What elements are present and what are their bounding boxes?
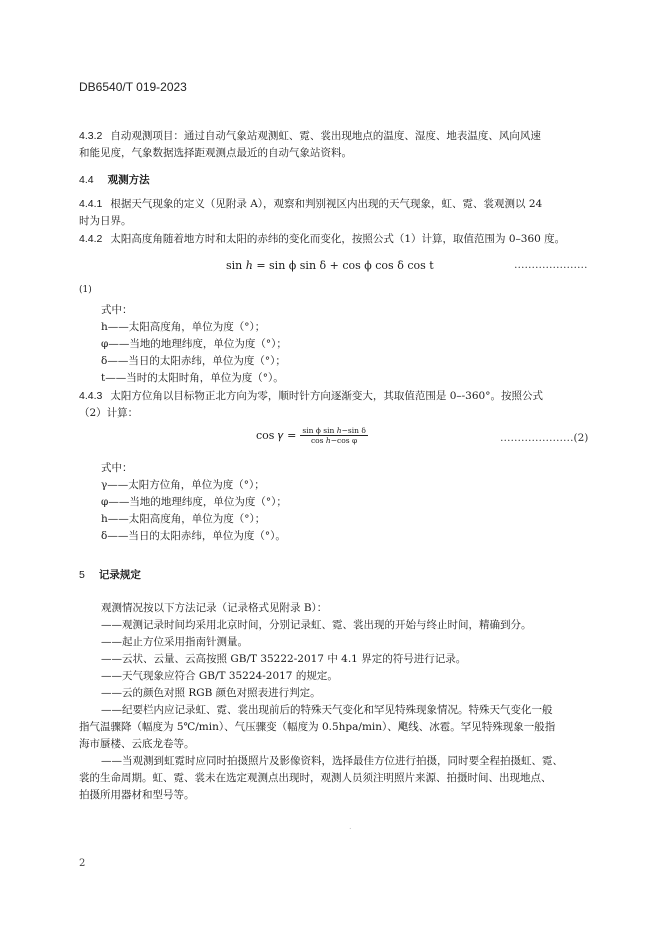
equation-2-numerator: sin ϕ sin ℎ−sin δ [302,426,366,435]
variable-definition: t——当时的太阳时角，单位为度（°）。 [101,372,284,384]
equation-2-lhs: cos 𝛾 = [256,428,297,442]
equation-2-fraction [300,426,368,445]
record-rule-cont: 指气温骤降（幅度为 5℃/min）、气压骤变（幅度为 0.5hpa/min）、飑线、冰雹。罕见特殊现象一般指 [79,721,556,733]
record-rule-cont: 海市蜃楼、云底龙卷等。 [79,738,195,750]
clause-text: 根据天气现象的定义（见附录 A），观察和判别视区内出现的天气现象，虹、霓、裳观测以 24 [110,198,543,210]
clause-4-4-1 [79,196,542,213]
equation-2-denominator: cos ℎ−cos φ [310,436,358,445]
record-rule: ——云状、云量、云高按照 GB/T 35222-2017 中 4.1 界定的符号进行记录。 [101,653,467,665]
where-intro-2: 式中： [101,462,133,474]
section-heading-4-4 [79,172,150,187]
section-heading-5 [79,567,141,582]
record-rule: ——天气现象应符合 GB/T 35224-2017 的规定。 [101,670,338,682]
clause-4-3-2 [79,128,541,145]
clause-number: 4.4.2 [79,233,103,245]
equation-1: sin ℎ = sin ϕ sin δ + cos ϕ cos δ cos t [226,259,434,272]
section-title: 记录规定 [98,569,141,581]
variable-definition: h——太阳高度角，单位为度（°）； [101,513,266,525]
clause-4-4-2 [79,231,565,248]
clause-text: 自动观测项目：通过自动气象站观测虹、霓、裳出现地点的温度、湿度、地表温度、风向风速 [110,130,541,142]
clause-4-4-1-cont: 时为日界。 [79,215,132,227]
section-title: 观测方法 [107,174,150,186]
variable-definition: φ——当地的地理纬度，单位为度（°）； [101,338,287,350]
record-rule: ——当观测到虹霓时应同时拍摄照片及影像资料，选择最佳方位进行拍摄，同时要全程拍摄虹、霓、 [101,755,563,767]
page-number: 2 [79,858,86,869]
equation-1-label: (1) [79,285,92,295]
record-rule: ——起止方位采用指南针测量。 [101,636,248,648]
section-number: 4.4 [79,174,94,186]
record-rule: ——纪要栏内应记录虹、霓、裳出现前后的特殊天气变化和罕见特殊现象情况。特殊天气变化一般 [101,704,553,716]
document-id: DB6540/T 019-2023 [79,80,187,94]
clause-number: 4.3.2 [79,130,103,142]
record-rule-cont: 拍摄所用器材和型号等。 [79,789,195,801]
clause-number: 4.4.1 [79,198,103,210]
variable-definition: φ——当地的地理纬度，单位为度（°）； [101,496,287,508]
clause-4-3-2-cont: 和能见度，气象数据选择距观测点最近的自动气象站资料。 [79,147,352,159]
clause-text: 太阳高度角随着地方时和太阳的赤纬的变化而变化，按照公式（1）计算，取值范围为 0–360 度。 [110,233,566,245]
section-number: 5 [79,569,85,581]
record-rule: ——观测记录时间均采用北京时间，分别记录虹、霓、裳出现的开始与终止时间，精确到分。 [101,619,532,631]
clause-4-4-3-cont: （2）计算： [79,407,139,419]
equation-2 [256,426,368,445]
variable-definition: h——太阳高度角，单位为度（°）； [101,321,266,333]
variable-definition: δ——当日的太阳赤纬，单位为度（°）。 [101,530,286,542]
records-intro: 观测情况按以下方法记录（记录格式见附录 B）： [101,602,328,614]
record-rule: ——云的颜色对照 RGB 颜色对照表进行判定。 [101,687,321,699]
page-mark: . [349,822,352,831]
clause-number: 4.4.3 [79,390,103,402]
clause-4-4-3 [79,388,543,405]
equation-1-leader-dots: ………………… [514,259,588,271]
where-intro-1: 式中： [101,304,133,316]
equation-2-leader-dots: …………………(2) [500,432,589,444]
record-rule-cont: 裳的生命周期。虹、霓、裳未在选定观测点出现时，观测人员须注明照片来源、拍摄时间、出现地点、 [79,772,552,784]
variable-definition: δ——当日的太阳赤纬，单位为度（°）； [101,355,286,367]
variable-definition: γ——太阳方位角，单位为度（°）； [101,479,265,491]
clause-text: 太阳方位角以目标物正北方向为零，顺时针方向逐渐变大，其取值范围是 0–-360°。按照公式 [110,390,543,402]
